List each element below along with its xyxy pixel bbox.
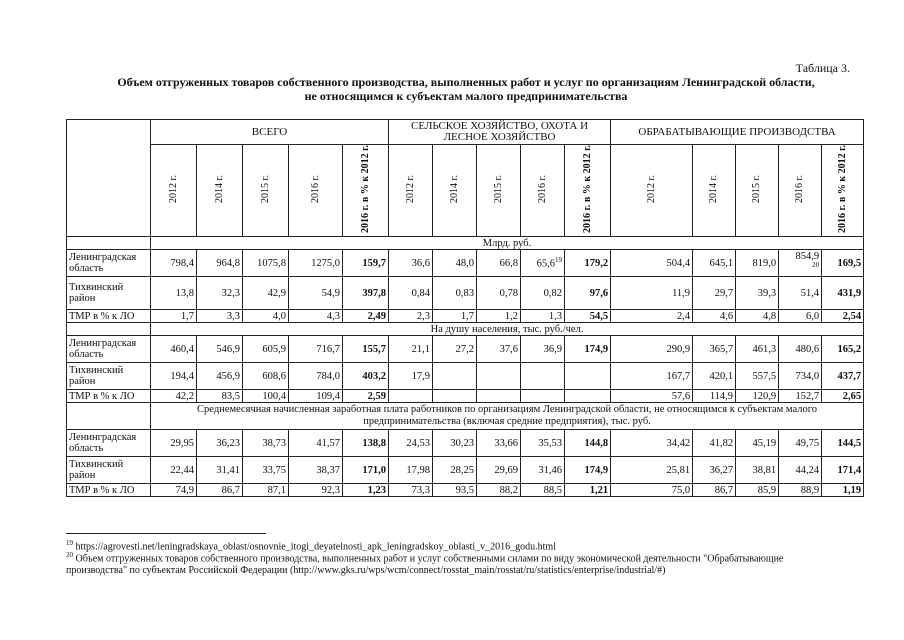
table-cell: 88,9 [779, 484, 822, 497]
table-cell: 73,3 [389, 484, 433, 497]
table-cell: 179,2 [565, 250, 611, 277]
table-cell: 11,9 [611, 277, 693, 310]
table-cell: 167,7 [611, 363, 693, 390]
table-cell: 546,9 [197, 336, 243, 363]
table-cell: 2,65 [822, 390, 864, 403]
table-cell: 66,8 [477, 250, 521, 277]
table-cell: 29,69 [477, 457, 521, 484]
table-cell: 437,7 [822, 363, 864, 390]
table-cell: 2,3 [389, 310, 433, 323]
table-cell [565, 390, 611, 403]
year-header-row [67, 145, 864, 237]
table-cell: 169,5 [822, 250, 864, 277]
table-cell: 38,73 [243, 430, 289, 457]
table-cell: 85,9 [736, 484, 779, 497]
footnote-19: $^{19}$ https://agrovesti.net/leningradskaya_oblast/osnovnie_itogi_deyatelnosti_apk_leningradskoy_oblasti_v_2016_godu.html [66, 539, 556, 553]
table-cell [389, 390, 433, 403]
table-cell: 152,7 [779, 390, 822, 403]
blank-cell [67, 323, 151, 336]
year-header: 2015 г. [736, 145, 779, 237]
row-label: ТМР в % к ЛО [67, 484, 151, 497]
table-cell: 174,9 [565, 457, 611, 484]
table-cell: 608,6 [243, 363, 289, 390]
section-heading: Млрд. руб. [151, 237, 864, 250]
table-cell: 45,19 [736, 430, 779, 457]
table-cell [477, 363, 521, 390]
table-cell: 1,3 [521, 310, 565, 323]
table-row [67, 457, 864, 484]
group-header-total: ВСЕГО [151, 120, 389, 145]
table-cell: 33,75 [243, 457, 289, 484]
table-row [67, 277, 864, 310]
table-cell: 31,46 [521, 457, 565, 484]
table-cell: 100,4 [243, 390, 289, 403]
table-cell: 41,57 [289, 430, 343, 457]
table-row [67, 430, 864, 457]
table-cell: 75,0 [611, 484, 693, 497]
table-row [67, 336, 864, 363]
table-cell: 2,4 [611, 310, 693, 323]
section-heading-row [67, 237, 864, 250]
table-cell: 4,6 [693, 310, 736, 323]
table-cell: 397,8 [343, 277, 389, 310]
table-cell: 171,0 [343, 457, 389, 484]
year-header: 2016 г. [779, 145, 822, 237]
group-header-row [67, 120, 864, 145]
table-cell: 41,82 [693, 430, 736, 457]
table-row [67, 484, 864, 497]
table-cell: 2,54 [822, 310, 864, 323]
group-header-agriculture: СЕЛЬСКОЕ ХОЗЯЙСТВО, ОХОТА И ЛЕСНОЕ ХОЗЯЙСТВО [389, 120, 611, 145]
table-cell-footnoted: 854,9 $^{20}$ [779, 250, 822, 277]
table-cell: 431,9 [822, 277, 864, 310]
table-cell [521, 363, 565, 390]
table-cell: 120,9 [736, 390, 779, 403]
table-cell: 30,23 [433, 430, 477, 457]
row-label: Тихвинский район [67, 277, 151, 310]
footnote-ref-19: 19 [555, 256, 563, 265]
table-cell: 1275,0 [289, 250, 343, 277]
table-number: Таблица 3. [795, 61, 850, 75]
table-cell [521, 390, 565, 403]
table-cell: 38,81 [736, 457, 779, 484]
table-row [67, 310, 864, 323]
table-cell: 13,8 [151, 277, 197, 310]
table-cell: 97,6 [565, 277, 611, 310]
table-cell: 4,0 [243, 310, 289, 323]
table-cell: 87,1 [243, 484, 289, 497]
table-cell: 39,3 [736, 277, 779, 310]
table-cell: 4,8 [736, 310, 779, 323]
table-cell: 3,3 [197, 310, 243, 323]
table-cell: 114,9 [693, 390, 736, 403]
group-header-manufacturing: ОБРАБАТЫВАЮЩИЕ ПРОИЗВОДСТВА [611, 120, 864, 145]
table-cell: 2,49 [343, 310, 389, 323]
table-cell: 365,7 [693, 336, 736, 363]
table-cell: 29,7 [693, 277, 736, 310]
row-label: ТМР в % к ЛО [67, 310, 151, 323]
table-cell: 1075,8 [243, 250, 289, 277]
table-cell: 44,24 [779, 457, 822, 484]
table-cell: 36,23 [197, 430, 243, 457]
table-cell: 37,6 [477, 336, 521, 363]
table-cell: 92,3 [289, 484, 343, 497]
year-header: 2014 г. [693, 145, 736, 237]
table-cell: 0,82 [521, 277, 565, 310]
table-cell: 1,21 [565, 484, 611, 497]
table-cell: 605,9 [243, 336, 289, 363]
table-cell: 1,7 [433, 310, 477, 323]
table-cell: 57,6 [611, 390, 693, 403]
table-cell: 420,1 [693, 363, 736, 390]
table-cell: 28,25 [433, 457, 477, 484]
table-cell: 21,1 [389, 336, 433, 363]
table-cell: 734,0 [779, 363, 822, 390]
year-header: 2016 г. [289, 145, 343, 237]
blank-cell [67, 237, 151, 250]
table-cell: 645,1 [693, 250, 736, 277]
table-cell: 1,7 [151, 310, 197, 323]
row-label: Ленинградская область [67, 250, 151, 277]
table-cell: 159,7 [343, 250, 389, 277]
row-label: Ленинградская область [67, 336, 151, 363]
table-cell: 798,4 [151, 250, 197, 277]
table-cell: 54,9 [289, 277, 343, 310]
footnote-link[interactable]: https://agrovesti.net/leningradskaya_oblast/osnovnie_itogi_deyatelnosti_apk_leningradskoy_oblasti_v_2016_godu.html [75, 541, 556, 553]
row-label: Ленинградская область [67, 430, 151, 457]
table-cell: 0,84 [389, 277, 433, 310]
section-heading-row [67, 323, 864, 336]
table-cell: 144,5 [822, 430, 864, 457]
table-cell: 964,8 [197, 250, 243, 277]
table-cell: 0,78 [477, 277, 521, 310]
table-cell: 86,7 [693, 484, 736, 497]
table-cell: 27,2 [433, 336, 477, 363]
year-header: 2015 г. [477, 145, 521, 237]
table-cell: 51,4 [779, 277, 822, 310]
table-cell: 17,9 [389, 363, 433, 390]
section-heading-row [67, 403, 864, 430]
footnote-text: Объем отгруженных товаров собственного производства, выполненных работ и услуг собственными силами по виду экономической деятельности "Обрабатывающие производства" по субъектам Российской Федерации (http://www.gks.ru/wps/wcm/connect/rosstat_main/rosstat/ru/statistics/enterprise/industrial/#) [66, 553, 784, 577]
table-cell: 171,4 [822, 457, 864, 484]
year-header: 2015 г. [243, 145, 289, 237]
table-cell: 4,3 [289, 310, 343, 323]
year-header: 2016 г. в % к 2012 г. [565, 145, 611, 237]
table-cell: 32,3 [197, 277, 243, 310]
table-cell: 144,8 [565, 430, 611, 457]
table-cell: 819,0 [736, 250, 779, 277]
table-cell: 54,5 [565, 310, 611, 323]
table-cell: 74,9 [151, 484, 197, 497]
table-row [67, 363, 864, 390]
table-cell: 1,2 [477, 310, 521, 323]
table-cell: 48,0 [433, 250, 477, 277]
section-heading: Среднемесячная начисленная заработная плата работников по организациям Ленинградской области, не относящимся к субъектам малого предпринимательства (включая средние предприятия), тыс. руб. [151, 403, 864, 430]
footnote-divider [66, 533, 266, 534]
table-cell: 784,0 [289, 363, 343, 390]
corner-cell [67, 120, 151, 237]
table-title [66, 75, 866, 103]
table-cell: 194,4 [151, 363, 197, 390]
table-row [67, 390, 864, 403]
row-label: Тихвинский район [67, 363, 151, 390]
title-line-1: Объем отгруженных товаров собственного производства, выполненных работ и услуг по организациям Ленинградской области, [117, 75, 815, 89]
table-cell: 22,44 [151, 457, 197, 484]
table-cell: 403,2 [343, 363, 389, 390]
table-cell: 504,4 [611, 250, 693, 277]
table-cell: 460,4 [151, 336, 197, 363]
year-header: 2014 г. [433, 145, 477, 237]
table-cell: 83,5 [197, 390, 243, 403]
year-header: 2016 г. в % к 2012 г. [343, 145, 389, 237]
table-cell: 31,41 [197, 457, 243, 484]
table-cell: 24,53 [389, 430, 433, 457]
table-cell: 0,83 [433, 277, 477, 310]
table-cell: 33,66 [477, 430, 521, 457]
blank-cell [67, 403, 151, 430]
table-cell: 138,8 [343, 430, 389, 457]
table-cell: 165,2 [822, 336, 864, 363]
title-line-2: не относящимся к субъектам малого предпринимательства [304, 89, 628, 103]
table-cell: 49,75 [779, 430, 822, 457]
table-cell: 716,7 [289, 336, 343, 363]
row-label: ТМР в % к ЛО [67, 390, 151, 403]
table-cell [433, 390, 477, 403]
table-cell: 88,5 [521, 484, 565, 497]
table-cell: 17,98 [389, 457, 433, 484]
table-cell: 1,19 [822, 484, 864, 497]
table-cell-footnoted: 65,6$^{19}$ [521, 250, 565, 277]
year-header: 2016 г. [521, 145, 565, 237]
table-cell [477, 390, 521, 403]
table-cell [433, 363, 477, 390]
table-cell: 36,9 [521, 336, 565, 363]
table-cell: 38,37 [289, 457, 343, 484]
year-header: 2016 г. в % к 2012 г. [822, 145, 864, 237]
data-table [66, 119, 864, 497]
table-cell: 557,5 [736, 363, 779, 390]
table-cell: 174,9 [565, 336, 611, 363]
table-cell: 36,6 [389, 250, 433, 277]
table-cell: 1,23 [343, 484, 389, 497]
table-cell: 480,6 [779, 336, 822, 363]
table-cell: 2,59 [343, 390, 389, 403]
table-cell: 42,9 [243, 277, 289, 310]
table-cell: 88,2 [477, 484, 521, 497]
year-header: 2012 г. [151, 145, 197, 237]
section-heading: На душу населения, тыс. руб./чел. [151, 323, 864, 336]
table-cell: 456,9 [197, 363, 243, 390]
table-cell: 290,9 [611, 336, 693, 363]
year-header: 2012 г. [389, 145, 433, 237]
table-cell: 461,3 [736, 336, 779, 363]
table-row [67, 250, 864, 277]
table-cell: 42,2 [151, 390, 197, 403]
table-cell: 6,0 [779, 310, 822, 323]
table-cell: 155,7 [343, 336, 389, 363]
table-cell: 109,4 [289, 390, 343, 403]
table-cell: 93,5 [433, 484, 477, 497]
table-cell: 34,42 [611, 430, 693, 457]
footnote-ref-20: 20 [812, 261, 820, 270]
table-cell: 36,27 [693, 457, 736, 484]
row-label: Тихвинский район [67, 457, 151, 484]
table-cell: 25,81 [611, 457, 693, 484]
footnote-20: $^{20}$ Объем отгруженных товаров собственного производства, выполненных работ и услуг собственными силами по виду экономической деятельности "Обрабатывающие производства" по субъектам Российской Федерации (http://www.gks.ru/wps/wcm/connect/rosstat_main/rosstat/ru/statistics/enterprise/industrial/#) [66, 551, 784, 577]
table-cell [565, 363, 611, 390]
table-cell: 35,53 [521, 430, 565, 457]
table-cell: 86,7 [197, 484, 243, 497]
table-cell: 29,95 [151, 430, 197, 457]
year-header: 2012 г. [611, 145, 693, 237]
year-header: 2014 г. [197, 145, 243, 237]
